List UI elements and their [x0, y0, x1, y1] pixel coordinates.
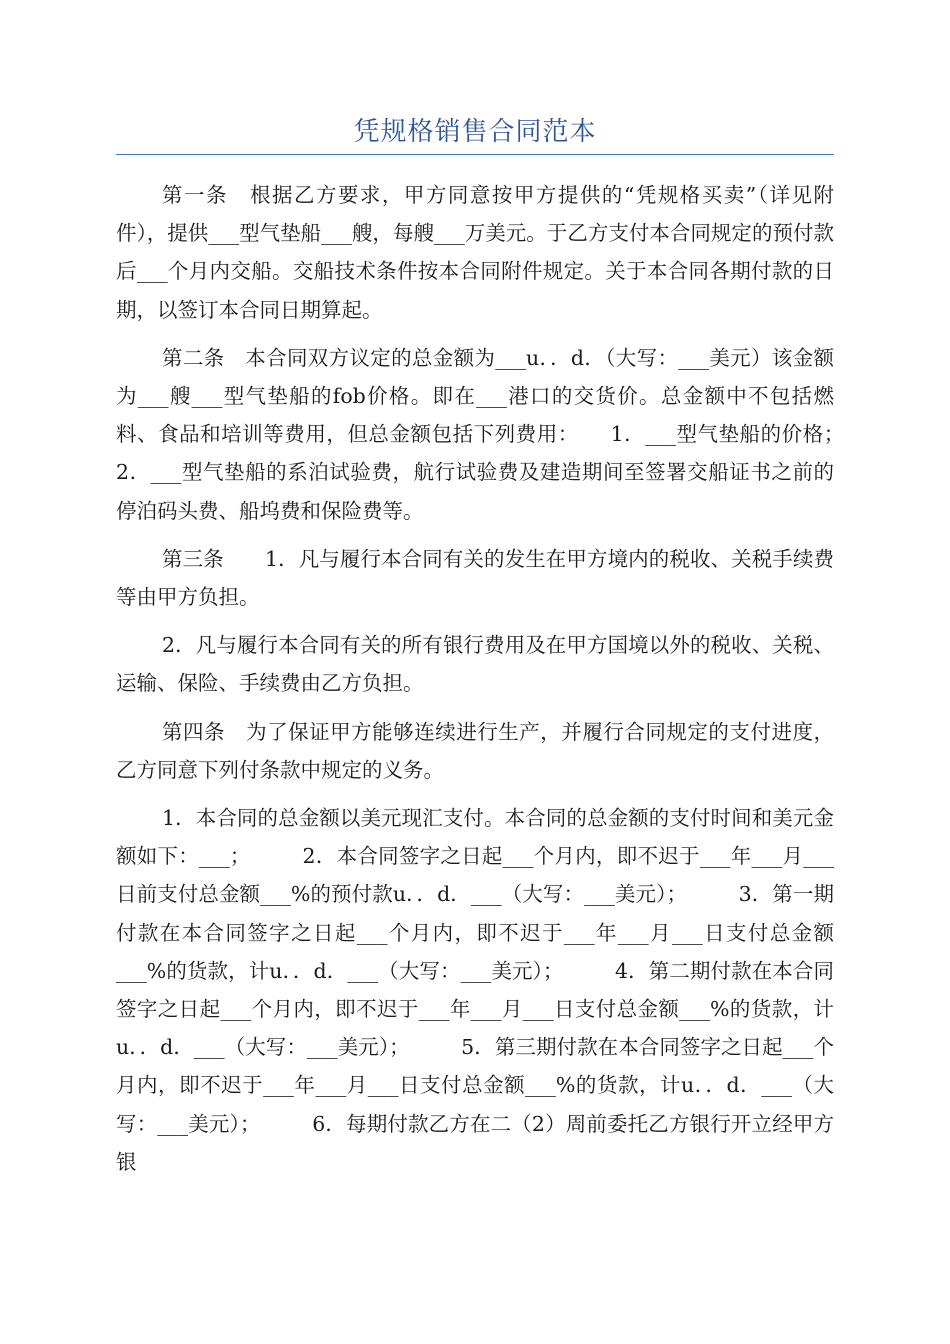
article-2-paragraph: 第二条 本合同双方议定的总金额为___u．．d．（大写：___美元）该金额为___艘___型气垫船的fob价格。即在___港口的交货价。总金额中不包括燃料、食品和培训等费用，但总金额包括下列费用： 1．___型气垫船的价格； 2．___型气垫船的系泊试验费，航行试验费及建造期间至签署交船证书之前的停泊码头费、船坞费和保险费等。 [116, 345, 896, 523]
article-3-paragraph: 第三条 1．凡与履行本合同有关的发生在甲方境内的税收、关税手续费等由甲方负担。 [116, 546, 834, 610]
title-underline [116, 154, 834, 155]
document-title: 凭规格销售合同范本 [353, 117, 597, 147]
document-body [116, 176, 896, 1191]
article-4-payment-terms-paragraph: 1．本合同的总金额以美元现汇支付。本合同的总金额的支付时间和美元金额如下：___； 2．本合同签字之日起___个月内，即不迟于___年___月___日前支付总金额___%的预付款u．．d．___（大写：___美元）； 3．第一期付款在本合同签字之日起___个月内，即不迟于___年___月___日支付总金额___%的货款，计u．．d．___（大写：___美元）； 4．第二期付款在本合同签字之日起___个月内，即不迟于___年___月___日支付总金额___%的货款，计u．．d．___（大写：___美元）； 5．第三期付款在本合同签字之日起___个月内，即不迟于___年___月___日支付总金额___%的货款，计u．．d．___（大写：___美元）； 6．每期付款乙方在二（2）周前委托乙方银行开立经甲方银 [116, 806, 834, 1174]
article-4-paragraph: 第四条 为了保证甲方能够连续进行生产，并履行合同规定的支付进度，乙方同意下列付条款中规定的义务。 [116, 719, 834, 782]
article-1-paragraph: 第一条 根据乙方要求，甲方同意按甲方提供的“凭规格买卖”（详见附件），提供___型气垫船___艘，每艘___万美元。于乙方支付本合同规定的预付款后___个月内交船。交船技术条件按本合同附件规定。关于本合同各期付款的日期，以签订本合同日期算起。 [116, 183, 834, 322]
article-3-item-2-paragraph: 2．凡与履行本合同有关的所有银行费用及在甲方国境以外的税收、关税、运输、保险、手续费由乙方负担。 [116, 633, 834, 696]
